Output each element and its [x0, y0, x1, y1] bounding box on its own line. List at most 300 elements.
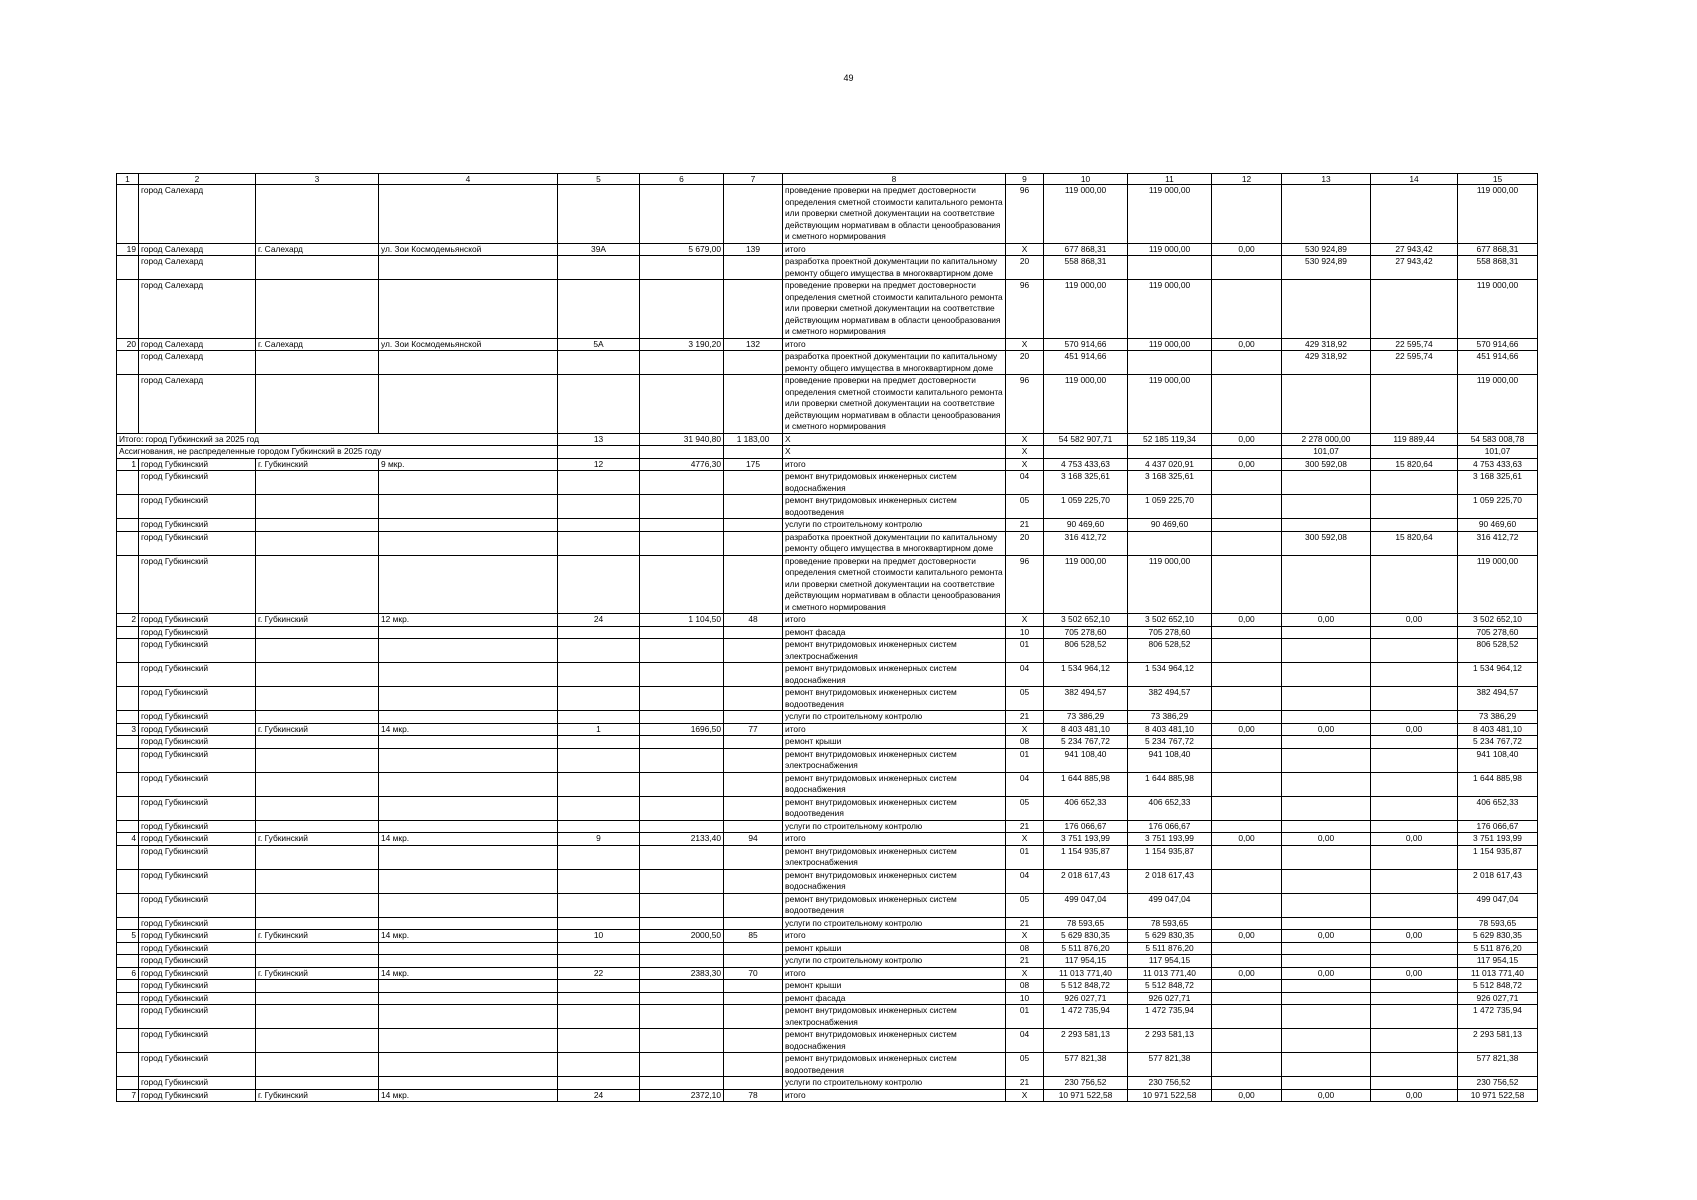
- header-cell: 5: [558, 174, 640, 185]
- table-cell: итого: [783, 833, 1006, 846]
- table-cell: [256, 917, 379, 930]
- budget-table: [116, 173, 1538, 1102]
- table-cell: 0,00: [1282, 1089, 1371, 1102]
- table-cell: [1371, 471, 1458, 495]
- table-cell: 119 000,00: [1128, 555, 1212, 614]
- table-cell: [1282, 992, 1371, 1005]
- table-cell: 382 494,57: [1458, 687, 1538, 711]
- table-cell: 4 753 433,63: [1044, 458, 1128, 471]
- table-cell: [256, 256, 379, 280]
- table-cell: [1371, 869, 1458, 893]
- header-cell: 10: [1044, 174, 1128, 185]
- table-cell: [1128, 256, 1212, 280]
- table-cell: [117, 992, 139, 1005]
- table-cell: г. Губкинский: [256, 967, 379, 980]
- table-cell: 9 мкр.: [379, 458, 558, 471]
- table-row: [117, 280, 1538, 339]
- table-cell: 94: [724, 833, 783, 846]
- table-cell: [640, 687, 724, 711]
- table-cell: [640, 955, 724, 968]
- table-cell: город Губкинский: [139, 723, 256, 736]
- table-cell: 1 154 935,87: [1128, 845, 1212, 869]
- table-cell: 2 278 000,00: [1282, 433, 1371, 446]
- table-cell: [1282, 955, 1371, 968]
- table-cell: [558, 1005, 640, 1029]
- table-cell: 677 868,31: [1044, 243, 1128, 256]
- table-cell: услуги по строительному контролю: [783, 820, 1006, 833]
- table-cell: [256, 980, 379, 993]
- table-cell: [379, 626, 558, 639]
- table-cell: 300 592,08: [1282, 531, 1371, 555]
- table-cell: [1371, 772, 1458, 796]
- table-cell: 8 403 481,10: [1044, 723, 1128, 736]
- table-cell: [379, 663, 558, 687]
- table-cell: 96: [1006, 555, 1044, 614]
- table-cell: 1 059 225,70: [1458, 495, 1538, 519]
- table-cell: [558, 626, 640, 639]
- table-cell: 101,07: [1458, 446, 1538, 459]
- table-cell: [1371, 711, 1458, 724]
- table-cell: [558, 796, 640, 820]
- table-cell: ремонт внутридомовых инженерных систем электроснабжения: [783, 748, 1006, 772]
- table-cell: город Губкинский: [139, 614, 256, 627]
- table-cell: [724, 1077, 783, 1090]
- table-cell: 24: [558, 1089, 640, 1102]
- table-cell: [640, 639, 724, 663]
- table-cell: 577 821,38: [1128, 1053, 1212, 1077]
- table-cell: 5 512 848,72: [1458, 980, 1538, 993]
- table-cell: [1282, 772, 1371, 796]
- table-cell: 2133,40: [640, 833, 724, 846]
- table-cell: [558, 772, 640, 796]
- table-cell: [640, 942, 724, 955]
- table-cell: 2 018 617,43: [1128, 869, 1212, 893]
- table-cell: 3 502 652,10: [1458, 614, 1538, 627]
- table-cell: [117, 820, 139, 833]
- table-cell: 570 914,66: [1044, 338, 1128, 351]
- table-cell: 14 мкр.: [379, 833, 558, 846]
- table-cell: 39А: [558, 243, 640, 256]
- table-cell: 117 954,15: [1458, 955, 1538, 968]
- table-cell: 21: [1006, 711, 1044, 724]
- table-cell: 08: [1006, 736, 1044, 749]
- table-cell: [724, 1029, 783, 1053]
- table-cell: [1282, 942, 1371, 955]
- table-cell: [558, 687, 640, 711]
- table-cell: г. Губкинский: [256, 723, 379, 736]
- table-cell: [1212, 893, 1282, 917]
- table-cell: 12 мкр.: [379, 614, 558, 627]
- table-cell: 5 629 830,35: [1044, 930, 1128, 943]
- table-cell: 08: [1006, 980, 1044, 993]
- table-cell: [640, 256, 724, 280]
- table-cell: [640, 531, 724, 555]
- table-cell: [379, 1077, 558, 1090]
- table-cell: [256, 796, 379, 820]
- table-cell: [1282, 748, 1371, 772]
- table-cell: 21: [1006, 955, 1044, 968]
- table-cell: [1282, 869, 1371, 893]
- table-cell: [558, 256, 640, 280]
- table-cell: [640, 1053, 724, 1077]
- table-cell: [724, 375, 783, 434]
- header-cell: 7: [724, 174, 783, 185]
- table-cell: 78: [724, 1089, 783, 1102]
- table-cell: 0,00: [1212, 930, 1282, 943]
- table-cell: 119 000,00: [1128, 280, 1212, 339]
- table-cell: [256, 736, 379, 749]
- table-row: [117, 869, 1538, 893]
- table-cell: [1282, 980, 1371, 993]
- table-cell: [1282, 917, 1371, 930]
- table-cell: [256, 185, 379, 244]
- table-cell: ремонт внутридомовых инженерных систем водоснабжения: [783, 471, 1006, 495]
- table-cell: 24: [558, 614, 640, 627]
- table-cell: [558, 446, 640, 459]
- table-cell: 0,00: [1212, 723, 1282, 736]
- table-cell: 04: [1006, 772, 1044, 796]
- table-cell: г. Салехард: [256, 338, 379, 351]
- table-cell: 01: [1006, 1005, 1044, 1029]
- table-cell: г. Губкинский: [256, 930, 379, 943]
- table-cell: [1044, 446, 1128, 459]
- table-cell: [724, 736, 783, 749]
- table-cell: ремонт фасада: [783, 626, 1006, 639]
- table-cell: [1212, 820, 1282, 833]
- table-cell: 1 059 225,70: [1128, 495, 1212, 519]
- table-cell: 406 652,33: [1128, 796, 1212, 820]
- table-cell: [558, 917, 640, 930]
- table-cell: [640, 893, 724, 917]
- table-cell: [724, 639, 783, 663]
- table-cell: 119 000,00: [1458, 555, 1538, 614]
- table-cell: [1282, 519, 1371, 532]
- table-cell: 300 592,08: [1282, 458, 1371, 471]
- table-cell: [1212, 375, 1282, 434]
- table-row: [117, 711, 1538, 724]
- table-row: [117, 1005, 1538, 1029]
- table-cell: 10: [558, 930, 640, 943]
- table-cell: 499 047,04: [1458, 893, 1538, 917]
- table-cell: 2 293 581,13: [1458, 1029, 1538, 1053]
- table-cell: 119 000,00: [1044, 375, 1128, 434]
- table-cell: [1371, 519, 1458, 532]
- table-cell: город Губкинский: [139, 820, 256, 833]
- table-cell: 90 469,60: [1044, 519, 1128, 532]
- table-cell: [724, 185, 783, 244]
- table-cell: 11 013 771,40: [1044, 967, 1128, 980]
- table-cell: [117, 772, 139, 796]
- table-cell: 6: [117, 967, 139, 980]
- table-cell: город Губкинский: [139, 626, 256, 639]
- table-row-item: [117, 458, 1538, 471]
- table-cell: 05: [1006, 687, 1044, 711]
- table-row-item: [117, 967, 1538, 980]
- table-cell: [1212, 185, 1282, 244]
- table-cell: 499 047,04: [1128, 893, 1212, 917]
- header-cell: 4: [379, 174, 558, 185]
- table-cell: [558, 893, 640, 917]
- table-row-item: [117, 614, 1538, 627]
- table-cell: [558, 711, 640, 724]
- table-cell: X: [1006, 433, 1044, 446]
- table-cell: [379, 955, 558, 968]
- table-cell: 10: [1006, 992, 1044, 1005]
- table-cell: X: [1006, 930, 1044, 943]
- table-cell: [1371, 748, 1458, 772]
- table-cell: 176 066,67: [1458, 820, 1538, 833]
- table-cell: [117, 1053, 139, 1077]
- table-row: [117, 736, 1538, 749]
- table-cell: 2000,50: [640, 930, 724, 943]
- table-cell: 77: [724, 723, 783, 736]
- table-cell: [1282, 1053, 1371, 1077]
- table-cell: 04: [1006, 663, 1044, 687]
- table-cell: 176 066,67: [1044, 820, 1128, 833]
- table-cell: [117, 711, 139, 724]
- table-cell: 132: [724, 338, 783, 351]
- table-cell: [256, 639, 379, 663]
- table-cell: 20: [1006, 531, 1044, 555]
- table-row-item: [117, 930, 1538, 943]
- table-cell: услуги по строительному контролю: [783, 955, 1006, 968]
- table-cell: [1282, 375, 1371, 434]
- table-cell: 101,07: [1282, 446, 1371, 459]
- table-cell: [1212, 711, 1282, 724]
- table-cell: 11 013 771,40: [1128, 967, 1212, 980]
- table-cell: [117, 796, 139, 820]
- table-cell: 5 511 876,20: [1044, 942, 1128, 955]
- table-cell: 117 954,15: [1128, 955, 1212, 968]
- table-cell: [256, 495, 379, 519]
- summary-label: Ассигнования, не распределенные городом Губкинский в 2025 году: [117, 446, 558, 459]
- table-cell: [117, 626, 139, 639]
- table-cell: 0,00: [1282, 614, 1371, 627]
- table-cell: ремонт внутридомовых инженерных систем водоотведения: [783, 893, 1006, 917]
- table-cell: ул. Зои Космодемьянской: [379, 243, 558, 256]
- table-cell: X: [783, 433, 1006, 446]
- table-cell: [379, 942, 558, 955]
- table-cell: 0,00: [1371, 723, 1458, 736]
- table-cell: [117, 845, 139, 869]
- table-cell: [117, 495, 139, 519]
- table-cell: ремонт крыши: [783, 736, 1006, 749]
- table-cell: 119 000,00: [1128, 338, 1212, 351]
- table-cell: [256, 1029, 379, 1053]
- table-cell: 0,00: [1212, 243, 1282, 256]
- table-cell: [558, 519, 640, 532]
- table-cell: [724, 917, 783, 930]
- header-cell: 9: [1006, 174, 1044, 185]
- table-cell: [640, 711, 724, 724]
- table-cell: [1212, 256, 1282, 280]
- table-cell: 3: [117, 723, 139, 736]
- table-cell: 0,00: [1212, 1089, 1282, 1102]
- table-cell: [558, 351, 640, 375]
- table-cell: [558, 980, 640, 993]
- table-cell: 0,00: [1212, 338, 1282, 351]
- table-cell: 119 000,00: [1044, 555, 1128, 614]
- table-cell: 54 582 907,71: [1044, 433, 1128, 446]
- table-cell: [1212, 495, 1282, 519]
- table-cell: [117, 980, 139, 993]
- table-cell: [1371, 626, 1458, 639]
- table-cell: [640, 375, 724, 434]
- table-cell: 73 386,29: [1458, 711, 1538, 724]
- table-cell: [640, 280, 724, 339]
- table-cell: [1212, 471, 1282, 495]
- table-cell: [379, 917, 558, 930]
- table-cell: [640, 820, 724, 833]
- table-cell: [724, 893, 783, 917]
- table-cell: 70: [724, 967, 783, 980]
- table-cell: 1696,50: [640, 723, 724, 736]
- table-cell: 73 386,29: [1128, 711, 1212, 724]
- table-cell: 2: [117, 614, 139, 627]
- table-cell: [724, 687, 783, 711]
- table-cell: [1212, 748, 1282, 772]
- table-cell: [256, 845, 379, 869]
- table-row: [117, 663, 1538, 687]
- table-cell: 78 593,65: [1044, 917, 1128, 930]
- table-cell: 9: [558, 833, 640, 846]
- table-cell: [724, 711, 783, 724]
- table-cell: [1212, 1077, 1282, 1090]
- table-row: [117, 639, 1538, 663]
- table-row: [117, 1053, 1538, 1077]
- table-cell: [1282, 1005, 1371, 1029]
- table-cell: 406 652,33: [1044, 796, 1128, 820]
- table-cell: [117, 1029, 139, 1053]
- table-cell: 20: [117, 338, 139, 351]
- table-cell: итого: [783, 243, 1006, 256]
- table-cell: 530 924,89: [1282, 256, 1371, 280]
- table-cell: [640, 869, 724, 893]
- table-cell: [117, 917, 139, 930]
- table-cell: город Салехард: [139, 280, 256, 339]
- table-cell: 806 528,52: [1458, 639, 1538, 663]
- table-cell: [724, 796, 783, 820]
- table-cell: 1 644 885,98: [1458, 772, 1538, 796]
- table-cell: 119 000,00: [1128, 243, 1212, 256]
- table-row: [117, 495, 1538, 519]
- table-cell: [724, 471, 783, 495]
- table-cell: 3 502 652,10: [1044, 614, 1128, 627]
- table-cell: 2 018 617,43: [1458, 869, 1538, 893]
- table-cell: 27 943,42: [1371, 243, 1458, 256]
- table-cell: город Губкинский: [139, 495, 256, 519]
- table-cell: 1: [117, 458, 139, 471]
- table-row-item: [117, 723, 1538, 736]
- table-cell: [558, 375, 640, 434]
- table-cell: 05: [1006, 893, 1044, 917]
- table-cell: [1282, 555, 1371, 614]
- table-cell: 0,00: [1371, 1089, 1458, 1102]
- unallocated-row: [117, 446, 1538, 459]
- table-cell: услуги по строительному контролю: [783, 711, 1006, 724]
- table-cell: [379, 280, 558, 339]
- table-row: [117, 519, 1538, 532]
- table-cell: город Губкинский: [139, 531, 256, 555]
- table-cell: 22: [558, 967, 640, 980]
- table-cell: 316 412,72: [1458, 531, 1538, 555]
- table-cell: город Губкинский: [139, 980, 256, 993]
- table-row: [117, 256, 1538, 280]
- table-cell: 941 108,40: [1128, 748, 1212, 772]
- table-cell: [256, 955, 379, 968]
- header-cell: 13: [1282, 174, 1371, 185]
- table-cell: 10: [1006, 626, 1044, 639]
- table-cell: 5А: [558, 338, 640, 351]
- table-cell: 14 мкр.: [379, 1089, 558, 1102]
- table-cell: проведение проверки на предмет достоверности определения сметной стоимости капитального ремонта или проверки сметной документации на соответствие действующим нормативам в области ценообразования и сметного нормирования: [783, 375, 1006, 434]
- table-row: [117, 796, 1538, 820]
- table-cell: [724, 772, 783, 796]
- table-row: [117, 626, 1538, 639]
- table-cell: [640, 555, 724, 614]
- table-cell: 5: [117, 930, 139, 943]
- table-cell: 7: [117, 1089, 139, 1102]
- table-row: [117, 531, 1538, 555]
- table-cell: 1 183,00: [724, 433, 783, 446]
- table-cell: 230 756,52: [1128, 1077, 1212, 1090]
- table-cell: [1282, 495, 1371, 519]
- table-cell: [256, 942, 379, 955]
- table-cell: 01: [1006, 639, 1044, 663]
- table-cell: 01: [1006, 748, 1044, 772]
- table-cell: [379, 1005, 558, 1029]
- table-cell: [256, 471, 379, 495]
- header-cell: 1: [117, 174, 139, 185]
- table-cell: 0,00: [1212, 614, 1282, 627]
- table-cell: итого: [783, 614, 1006, 627]
- table-cell: [640, 980, 724, 993]
- table-cell: [379, 772, 558, 796]
- table-cell: 5 234 767,72: [1458, 736, 1538, 749]
- table-cell: [1371, 942, 1458, 955]
- table-cell: итого: [783, 1089, 1006, 1102]
- table-cell: [1282, 893, 1371, 917]
- table-cell: 382 494,57: [1128, 687, 1212, 711]
- table-cell: 577 821,38: [1044, 1053, 1128, 1077]
- table-cell: [1371, 555, 1458, 614]
- table-cell: итого: [783, 967, 1006, 980]
- table-cell: [1282, 1077, 1371, 1090]
- table-cell: г. Губкинский: [256, 833, 379, 846]
- table-cell: [640, 351, 724, 375]
- table-cell: 96: [1006, 185, 1044, 244]
- table-cell: [558, 185, 640, 244]
- table-cell: [724, 280, 783, 339]
- table-cell: [379, 820, 558, 833]
- table-cell: 1 644 885,98: [1128, 772, 1212, 796]
- table-cell: X: [1006, 614, 1044, 627]
- table-cell: [1212, 980, 1282, 993]
- table-cell: 78 593,65: [1128, 917, 1212, 930]
- table-cell: 382 494,57: [1044, 687, 1128, 711]
- header-cell: 2: [139, 174, 256, 185]
- table-cell: [640, 519, 724, 532]
- table-cell: 14 мкр.: [379, 723, 558, 736]
- table-cell: [640, 185, 724, 244]
- table-cell: проведение проверки на предмет достоверности определения сметной стоимости капитального ремонта или проверки сметной документации на соответствие действующим нормативам в области ценообразования и сметного нормирования: [783, 185, 1006, 244]
- table-cell: [117, 736, 139, 749]
- table-cell: [640, 917, 724, 930]
- table-cell: [379, 980, 558, 993]
- table-cell: [1371, 375, 1458, 434]
- table-cell: 941 108,40: [1044, 748, 1128, 772]
- table-cell: [724, 446, 783, 459]
